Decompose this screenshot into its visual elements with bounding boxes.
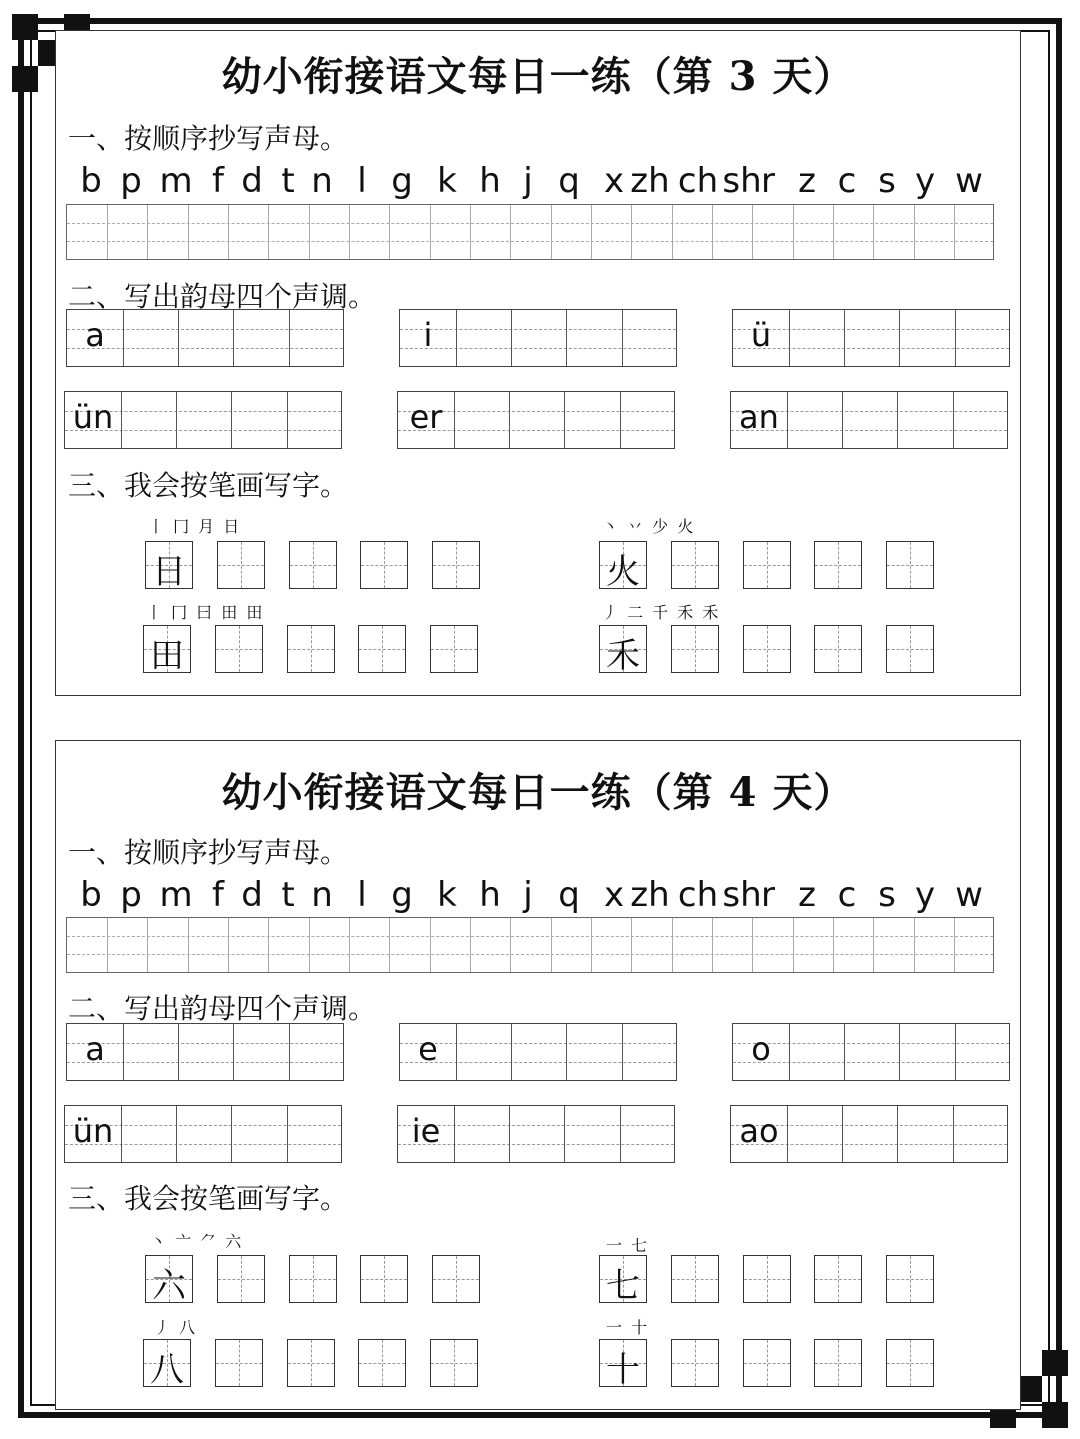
char-practice-box[interactable] xyxy=(886,1255,934,1303)
vowel-label: o xyxy=(751,1030,771,1068)
initial-letter: q xyxy=(558,161,580,201)
char-practice-box[interactable] xyxy=(886,625,934,673)
initial-letter: w xyxy=(955,875,983,915)
char-model-box xyxy=(599,1255,647,1306)
vowel-tone-box[interactable] xyxy=(66,1023,344,1081)
char-model-box xyxy=(599,625,647,676)
char-practice-box[interactable] xyxy=(289,1255,337,1303)
initial-letter: g xyxy=(391,875,413,915)
char-practice-box[interactable] xyxy=(814,1255,862,1303)
stroke-order: 丨 冂 月 日 xyxy=(148,517,242,536)
initial-letter: sh xyxy=(722,161,762,201)
char-practice-box[interactable] xyxy=(886,541,934,589)
initial-letter: r xyxy=(761,161,775,201)
initial-letter: b xyxy=(80,875,102,915)
section-1-heading: 一、按顺序抄写声母。 xyxy=(68,836,349,869)
section-2-heading: 二、写出韵母四个声调。 xyxy=(68,992,377,1025)
vowel-tone-box[interactable] xyxy=(397,391,675,449)
initial-letter: d xyxy=(241,161,263,201)
initial-letter: m xyxy=(159,875,193,915)
vowel-label: ün xyxy=(72,398,114,436)
char-model-box xyxy=(145,1255,193,1306)
writing-grid[interactable] xyxy=(66,917,994,973)
initial-letter: b xyxy=(80,161,102,201)
initial-letter: d xyxy=(241,875,263,915)
model-character: 六 xyxy=(152,1266,186,1306)
initial-letter: k xyxy=(437,875,457,915)
char-practice-box[interactable] xyxy=(430,1339,478,1387)
char-model-box xyxy=(145,541,193,592)
char-practice-box[interactable] xyxy=(215,1339,263,1387)
char-practice-box[interactable] xyxy=(360,1255,408,1303)
char-model-box xyxy=(143,1339,191,1390)
section-1-heading: 一、按顺序抄写声母。 xyxy=(68,122,349,155)
initial-letter: g xyxy=(391,161,413,201)
stroke-order: 丨 冂 曰 田 田 xyxy=(146,603,265,622)
initials-row xyxy=(66,875,996,915)
vowel-label: ü xyxy=(750,316,772,354)
model-character: 禾 xyxy=(606,636,640,676)
writing-grid[interactable] xyxy=(66,204,994,260)
section-3-heading: 三、我会按笔画写字。 xyxy=(68,469,349,502)
initial-letter: c xyxy=(837,161,857,201)
initial-letter: s xyxy=(878,875,896,915)
section-2-heading: 二、写出韵母四个声调。 xyxy=(68,280,377,313)
vowel-label: ie xyxy=(411,1112,441,1150)
char-practice-box[interactable] xyxy=(671,625,719,673)
initial-letter: x xyxy=(603,875,625,915)
worksheet-day-3 xyxy=(55,30,1021,696)
char-practice-box[interactable] xyxy=(886,1339,934,1387)
initial-letter: k xyxy=(437,161,457,201)
vowel-tone-box[interactable] xyxy=(730,391,1008,449)
initial-letter: m xyxy=(159,161,193,201)
char-model-box xyxy=(143,625,191,676)
char-practice-box[interactable] xyxy=(814,625,862,673)
vowel-label: a xyxy=(85,1030,105,1068)
vowel-label: er xyxy=(409,398,443,436)
char-practice-box[interactable] xyxy=(358,1339,406,1387)
char-practice-box[interactable] xyxy=(743,625,791,673)
vowel-tone-box[interactable] xyxy=(399,1023,677,1081)
initial-letter: z xyxy=(798,875,816,915)
initial-letter: sh xyxy=(722,875,762,915)
char-practice-box[interactable] xyxy=(289,541,337,589)
vowel-tone-box[interactable] xyxy=(66,309,344,367)
stroke-order: 丶 亠 ⺈ 六 xyxy=(150,1232,244,1251)
model-character: 七 xyxy=(606,1266,640,1306)
initial-letter: q xyxy=(558,875,580,915)
vowel-tone-box[interactable] xyxy=(399,309,677,367)
char-practice-box[interactable] xyxy=(430,625,478,673)
sheet-title: 幼小衔接语文每日一练（第 4 天） xyxy=(221,769,855,816)
initial-letter: w xyxy=(955,161,983,201)
initial-letter: z xyxy=(798,161,816,201)
char-practice-box[interactable] xyxy=(360,541,408,589)
stroke-order: 丶 丷 少 火 xyxy=(602,517,696,536)
model-character: 八 xyxy=(150,1350,184,1390)
initial-letter: h xyxy=(479,161,501,201)
initial-letter: ch xyxy=(677,875,719,915)
vowel-tone-box[interactable] xyxy=(64,391,342,449)
char-practice-box[interactable] xyxy=(432,541,480,589)
initial-letter: n xyxy=(311,875,333,915)
char-practice-box[interactable] xyxy=(743,1339,791,1387)
initial-letter: p xyxy=(120,161,142,201)
worksheet-day-4 xyxy=(55,740,1021,1410)
sheet-title: 幼小衔接语文每日一练（第 3 天） xyxy=(221,53,855,100)
initial-letter: l xyxy=(357,161,367,201)
char-model-box xyxy=(599,1339,647,1390)
vowel-label: i xyxy=(423,316,433,354)
char-practice-box[interactable] xyxy=(743,1255,791,1303)
char-practice-box[interactable] xyxy=(743,541,791,589)
char-practice-box[interactable] xyxy=(215,625,263,673)
vowel-label: ün xyxy=(72,1112,114,1150)
char-practice-box[interactable] xyxy=(814,1339,862,1387)
model-character: 田 xyxy=(150,636,184,676)
section-3-heading: 三、我会按笔画写字。 xyxy=(68,1182,349,1215)
vowel-label: ao xyxy=(739,1112,779,1150)
stroke-order: 一 七 xyxy=(606,1236,650,1255)
initial-letter: ch xyxy=(677,161,719,201)
vowel-label: an xyxy=(739,398,779,436)
char-practice-box[interactable] xyxy=(671,541,719,589)
initial-letter: zh xyxy=(630,161,670,201)
initial-letter: j xyxy=(523,875,533,915)
initial-letter: zh xyxy=(630,875,670,915)
char-practice-box[interactable] xyxy=(432,1255,480,1303)
vowel-label: a xyxy=(85,316,105,354)
char-practice-box[interactable] xyxy=(671,1339,719,1387)
initial-letter: y xyxy=(914,161,936,201)
char-practice-box[interactable] xyxy=(287,625,335,673)
vowel-tone-box[interactable] xyxy=(732,1023,1010,1081)
initial-letter: t xyxy=(281,161,295,201)
vowel-tone-box[interactable] xyxy=(397,1105,675,1163)
char-practice-box[interactable] xyxy=(217,541,265,589)
initial-letter: n xyxy=(311,161,333,201)
initial-letter: p xyxy=(120,875,142,915)
stroke-order: 丿 二 千 禾 禾 xyxy=(602,603,721,622)
char-practice-box[interactable] xyxy=(671,1255,719,1303)
initial-letter: r xyxy=(761,875,775,915)
model-character: 火 xyxy=(606,552,640,592)
initial-letter: f xyxy=(212,875,224,915)
char-practice-box[interactable] xyxy=(217,1255,265,1303)
vowel-tone-box[interactable] xyxy=(64,1105,342,1163)
initial-letter: l xyxy=(357,875,367,915)
initial-letter: t xyxy=(281,875,295,915)
vowel-tone-box[interactable] xyxy=(732,309,1010,367)
model-character: 日 xyxy=(152,552,186,592)
model-character: 十 xyxy=(606,1350,640,1390)
vowel-tone-box[interactable] xyxy=(730,1105,1008,1163)
char-practice-box[interactable] xyxy=(358,625,406,673)
initial-letter: y xyxy=(914,875,936,915)
char-practice-box[interactable] xyxy=(287,1339,335,1387)
stroke-order: 丿 八 xyxy=(154,1318,198,1337)
initials-row xyxy=(66,161,996,201)
vowel-label: e xyxy=(418,1030,438,1068)
initial-letter: c xyxy=(837,875,857,915)
initial-letter: f xyxy=(212,161,224,201)
char-practice-box[interactable] xyxy=(814,541,862,589)
initial-letter: s xyxy=(878,161,896,201)
initial-letter: x xyxy=(603,161,625,201)
char-model-box xyxy=(599,541,647,592)
stroke-order: 一 十 xyxy=(606,1318,650,1337)
initial-letter: j xyxy=(523,161,533,201)
initial-letter: h xyxy=(479,875,501,915)
